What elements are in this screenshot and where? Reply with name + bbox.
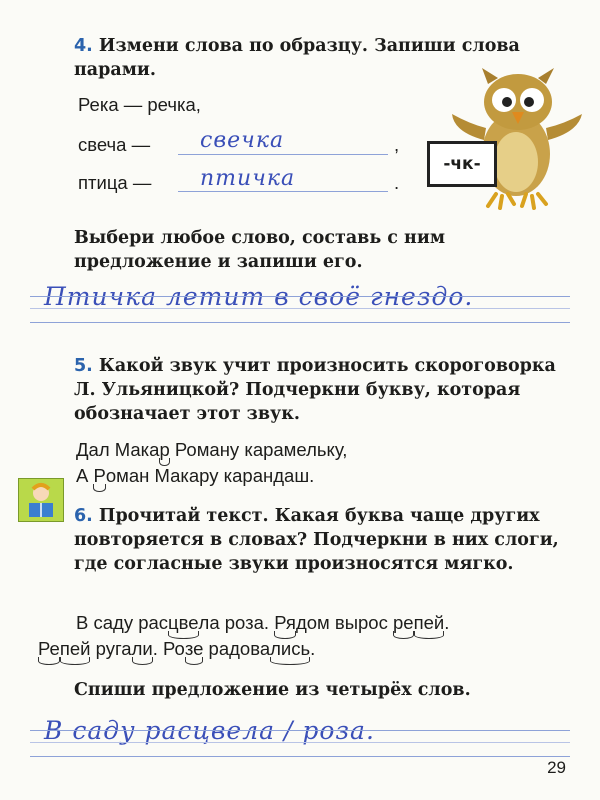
underlined-syllable: пей — [60, 636, 91, 662]
underlined-letter: Р — [93, 463, 105, 489]
example-pair: Река — речка, — [78, 94, 201, 115]
underlined-syllable: лись — [270, 636, 310, 662]
text-part: Роману карамельку, — [169, 439, 348, 460]
text-part: оман Макару карандаш. — [105, 465, 315, 486]
text-part: ла роза. — [198, 612, 275, 633]
writing-line — [178, 191, 388, 192]
task-5-prompt — [74, 354, 568, 426]
task-4-number: 4. — [74, 36, 93, 56]
text-part: руга — [90, 638, 132, 659]
tongue-twister-line-1 — [76, 437, 347, 463]
text-line-1 — [76, 610, 449, 636]
tongue-twister-line-2 — [76, 463, 314, 489]
text-part: . — [310, 638, 316, 659]
pair-row-2-answer: птичка — [200, 166, 296, 191]
underlined-syllable: пей — [414, 610, 445, 636]
underlined-letter: р — [159, 437, 169, 463]
writing-line-bottom — [30, 756, 570, 757]
writing-line-mid — [30, 308, 570, 309]
text-part: . — [444, 612, 450, 633]
answer-sentence: Птичка летит в своё гнездо. — [44, 282, 474, 311]
underlined-syllable: цве — [168, 610, 199, 636]
text-part: Дал Мака — [76, 439, 160, 460]
text-part: А — [76, 465, 94, 486]
underlined-syllable: зе — [185, 636, 204, 662]
pair-row-2-punct: . — [394, 172, 400, 193]
text-part: радова — [203, 638, 271, 659]
task-6-prompt — [74, 504, 568, 576]
reading-child-icon — [18, 478, 64, 522]
page-number: 29 — [547, 758, 566, 777]
task-6-number: 6. — [74, 506, 93, 526]
task-5-text: Какой звук учит произносить скороговорка Л. Ульяницкой? Подчеркни букву, которая обозначает этот звук. — [74, 356, 556, 424]
copy-prompt: Спиши предложение из четырёх слов. — [74, 680, 471, 700]
text-part: дом вырос — [295, 612, 393, 633]
writing-line-bottom — [30, 322, 570, 323]
text-part: В саду рас — [76, 612, 169, 633]
writing-line-mid — [30, 742, 570, 743]
task-4-text: Измени слова по образцу. Запиши слова парами. — [74, 36, 520, 80]
pair-row-2-word: птица — — [78, 172, 152, 193]
sentence-prompt: Выбери любое слово, составь с ним предложение и запиши его. — [74, 228, 446, 272]
task-5-number: 5. — [74, 356, 93, 376]
text-part: . Ро — [152, 638, 185, 659]
text-line-2 — [38, 636, 315, 662]
underlined-syllable: Ря — [274, 610, 296, 636]
writing-line-top — [30, 296, 570, 297]
suffix-box: -чк- — [427, 141, 497, 187]
pair-row-1-answer: свечка — [200, 128, 285, 153]
writing-line — [178, 154, 388, 155]
underlined-syllable: Ре — [38, 636, 60, 662]
underlined-syllable: ре — [393, 610, 414, 636]
pair-row-1-word: свеча — — [78, 134, 151, 155]
task-6-text: Прочитай текст. Какая буква чаще других повторяется в словах? Подчеркни в них слоги, где согласные звуки произносятся мягко. — [74, 506, 559, 574]
underlined-syllable: ли — [132, 636, 153, 662]
pair-row-1-punct: , — [394, 134, 400, 155]
writing-line-top — [30, 730, 570, 731]
copy-answer: В саду расцвела / роза. — [44, 716, 375, 745]
owl-icon — [446, 62, 586, 212]
